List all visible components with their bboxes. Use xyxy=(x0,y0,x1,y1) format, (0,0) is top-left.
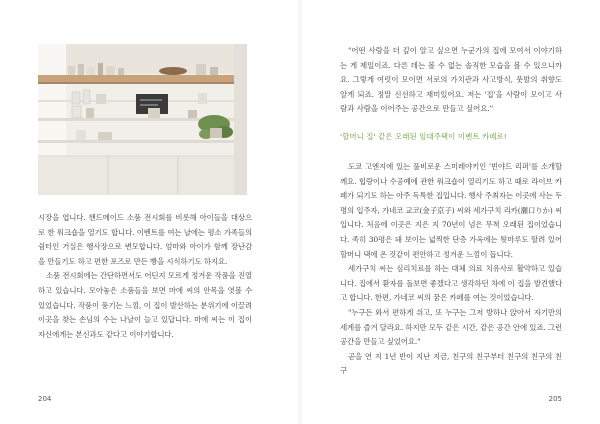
right-paragraph-1: 도쿄 고엔지에 있는 풀비로운 스미레야키인 '빈야드 리퍼'를 소개할께요. 힙랑이나 수공예에 관한 워크숍이 열리기도 하고 때로 라이브 카페가 되기도 하는 아주 독특한 집입니다. 행사 주최자는 이곳에 사는 두 명의 입주자, 가네코 교코(金子京子) 씨와 세가구치 리카(瀬口りか) 씨입니다. 처음에 이곳은 지은 지 70년이 넘은 무척 오래된 집이었습니다. 족히 30평은 돼 보이는 넓찍한 단층 가옥에는 툇마루도 딸려 있어 할머니 댁에 온 것같이 편안하고 정겨운 느낌이 듭니다. xyxy=(340,162,562,259)
section-heading: '할머니 집' 같은 오래된 임대주택이 이벤트 카페로! xyxy=(340,132,507,141)
right-paragraph-2: 세가구치 씨는 심리치료를 하는 대체 의료 치유사로 활약하고 있습니다. 집에서 환자를 돌보면 좋겠다고 생각하던 차에 이 집을 발견했다고 합니다. 한편, 가네코 씨의 꿈은 카페를 여는 것이었습니다. xyxy=(340,264,562,303)
left-paragraph-1: 시장을 엽니다. 핸드메이드 소품 전시회를 비롯해 아이들을 대상으로 한 워크숍을 열기도 합니다. 이벤트를 여는 날에는 평소 가족들의 쉼터인 거실은 행사장으로 변모합니다. 엄마와 아이가 함께 장난감을 만들기도 하고 편한 포즈로 만든 빵을 시식하기도 하지요. xyxy=(38,213,252,266)
quote-text: "어떤 사람을 더 깊이 알고 싶으면 누군가의 집에 모여서 이야기하는 게 제일이죠. 다른 데는 볼 수 없는 솔직한 모습을 볼 수 있으니까요. 그렇게 여럿이 모이면 서로의 가치관과 사고방식, 풋발의 취향도 알게 되죠. 정말 신선하고 재미있어요. 저는 '집'을 사람이 모이고 사람과 사람을 이어주는 공간으로 만들고 싶어요." xyxy=(340,46,562,114)
opening-quote xyxy=(340,44,562,117)
right-body-text xyxy=(340,160,562,379)
left-body-text xyxy=(38,211,252,342)
page-number-right: 205 xyxy=(548,395,562,403)
right-paragraph-4: 곧을 연 지 1년 반이 지난 지금, 친구의 친구부터 친구의 친구의 친구 xyxy=(340,351,562,376)
photo-illustration xyxy=(38,44,247,195)
page-number-left: 204 xyxy=(38,395,52,403)
left-paragraph-2: 소품 전시회에는 간단하면서도 어딘지 모르게 정겨운 작품을 진열하고 있습니다. 모아놓은 소품들을 보면 마에 씨의 안목을 엿볼 수 있었습니다. 작품이 풍기는 느낌, 이 집이 발산하는 분위기에 이끌려 이곳을 찾는 손님의 수는 나날이 늘고 있답니다. 마에 씨는 이 집이 자신에게는 본신과도 같다고 이야기합니다. xyxy=(38,271,252,339)
right-paragraph-3: "누구든 와서 편하게 쉬고, 또 누구는 그저 방하나 앉아서 자기만의 세계를 즐겨 달라요. 하지만 모두 같은 시간, 같은 공간 안에 있죠. 그런 공간을 만들고 싶었어요." xyxy=(340,307,562,347)
kitchen-shelf-photo xyxy=(38,44,247,195)
